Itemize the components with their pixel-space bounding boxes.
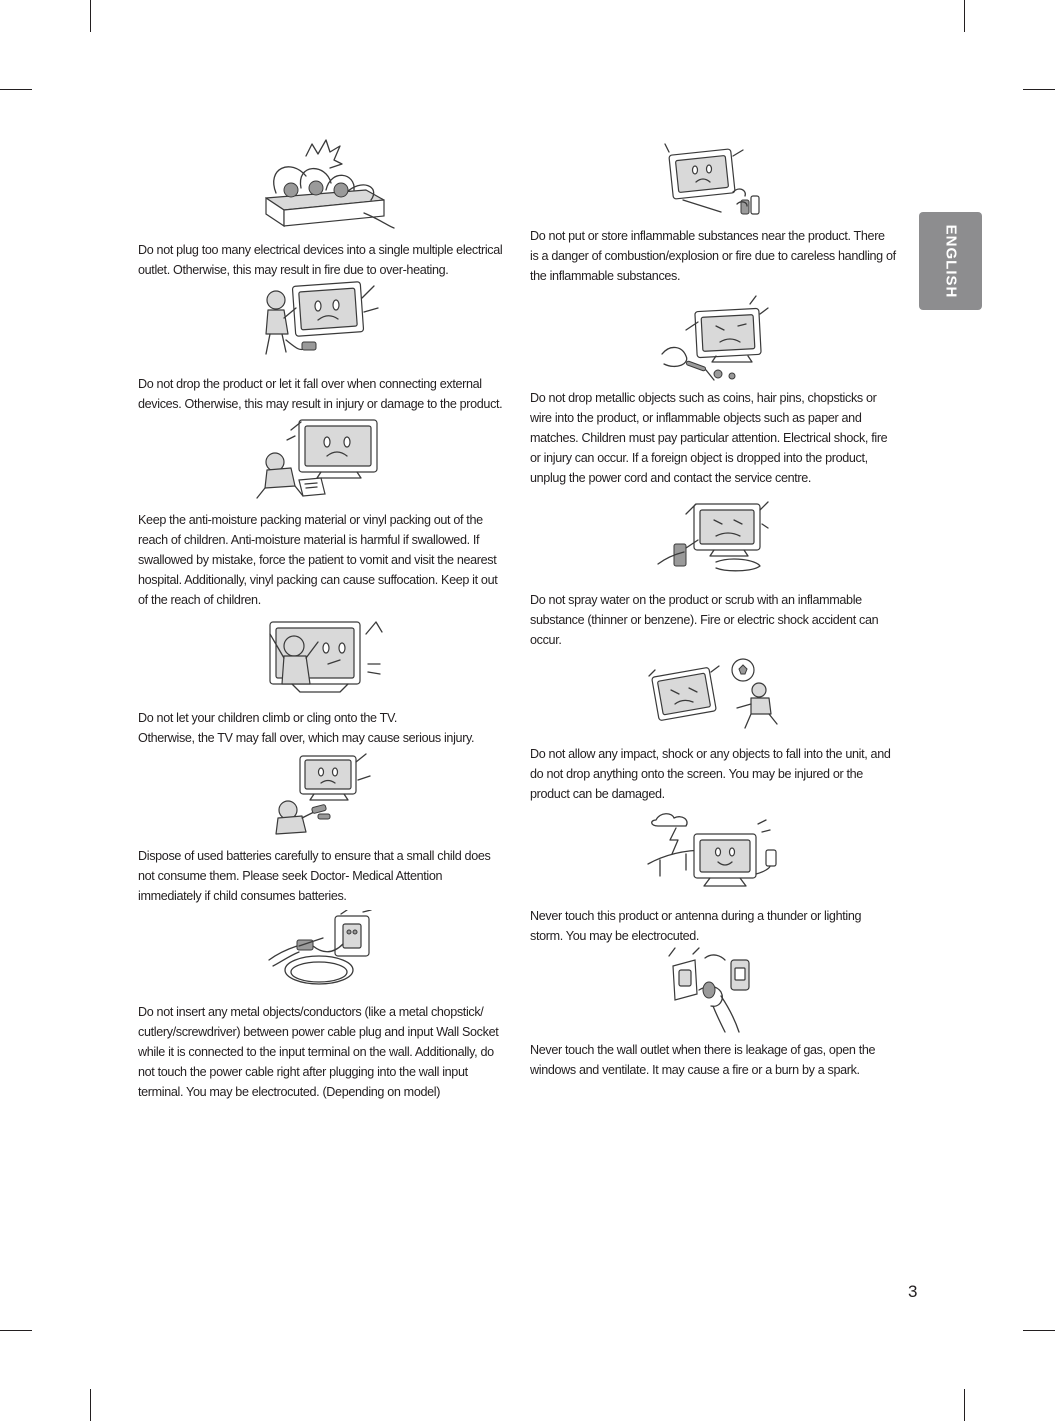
safety-item — [530, 656, 896, 804]
child-batteries-illustration — [266, 752, 376, 838]
crop-mark — [1023, 89, 1055, 90]
language-tab-label: ENGLISH — [942, 224, 959, 298]
crop-mark — [90, 0, 91, 32]
safety-item — [530, 810, 896, 946]
page-number: 3 — [908, 1282, 918, 1301]
safety-item — [138, 614, 503, 748]
flammable-substances-illustration — [663, 142, 763, 222]
safety-text: Dispose of used batteries carefully to ensure that a small child does not consume them. Please seek Doctor- Medical Attention immediately if child consumes batteries. — [138, 849, 491, 903]
safety-text: Do not allow any impact, shock or any objects to fall into the unit, and do not drop anything onto the screen. You may be injured or the product can be damaged. — [530, 747, 891, 801]
safety-item — [138, 910, 503, 1102]
safety-text: Never touch the wall outlet when there is leakage of gas, open the windows and ventilate. It may cause a fire or a burn by a spark. — [530, 1043, 876, 1077]
safety-text: Do not drop the product or let it fall over when connecting external devices. Otherwise, this may result in injury or damage to the product. — [138, 377, 503, 411]
crop-mark — [964, 1389, 965, 1421]
child-packing-material-illustration — [251, 416, 391, 502]
power-strip-overload-illustration — [246, 138, 396, 230]
tv-drop-connecting-illustration — [256, 278, 386, 364]
safety-text: Keep the anti-moisture packing material or vinyl packing out of the reach of children. Anti-moisture material is harmful if swallowed. If swallowed by mistake, force the patient to vomit and visit the nearest hospital. Additionally, vinyl packing can cause suffocation. Keep it out of the reach of children. — [138, 513, 498, 607]
thunder-storm-illustration — [646, 810, 780, 894]
crop-mark — [90, 1389, 91, 1421]
safety-text: Do not insert any metal objects/conductors (like a metal chopstick/ cutlery/screwdriver) between power cable plug and input Wall Socket while it is connected to the input terminal on the wall. Additionally, do not touch the power cable right after plugging into the wall input terminal. You may be electrocuted. (Depending on model) — [138, 1005, 499, 1099]
safety-item — [138, 752, 503, 906]
safety-item — [530, 494, 896, 650]
safety-item — [138, 416, 503, 610]
safety-item — [530, 294, 896, 488]
language-tab — [919, 212, 982, 310]
spray-water-illustration — [656, 494, 770, 584]
crop-mark — [0, 1330, 32, 1331]
safety-item — [530, 142, 896, 286]
gas-leak-outlet-illustration — [665, 946, 761, 1034]
safety-text: Do not plug too many electrical devices into a single multiple electrical outlet. Otherwise, this may result in fire due to over-heating. — [138, 243, 503, 277]
safety-text: Do not drop metallic objects such as coins, hair pins, chopsticks or wire into the product, or inflammable objects such as paper and matches. Children must pay particular attention. Electrical shock, fire or injury can occur. If a foreign object is dropped into the product, unplug the power cord and contact the service centre. — [530, 391, 888, 485]
crop-mark — [0, 89, 32, 90]
metallic-objects-illustration — [656, 294, 770, 384]
safety-text: Do not spray water on the product or scrub with an inflammable substance (thinner or benzene). Fire or electric shock accident can occur. — [530, 593, 879, 647]
crop-mark — [1023, 1330, 1055, 1331]
ball-impact-illustration — [647, 656, 779, 732]
safety-text: Never touch this product or antenna during a thunder or lighting storm. You may be electrocuted. — [530, 909, 862, 943]
safety-text: Do not put or store inflammable substances near the product. There is a danger of combustion/explosion or fire due to careless handling of the inflammable substances. — [530, 229, 896, 283]
safety-item — [530, 946, 896, 1080]
safety-text: Do not let your children climb or cling onto the TV. Otherwise, the TV may fall over, which may cause serious injury. — [138, 711, 475, 745]
safety-item — [138, 278, 503, 414]
child-climbing-tv-illustration — [256, 614, 386, 698]
metal-object-outlet-illustration — [263, 910, 379, 992]
safety-item — [138, 138, 503, 280]
crop-mark — [964, 0, 965, 32]
